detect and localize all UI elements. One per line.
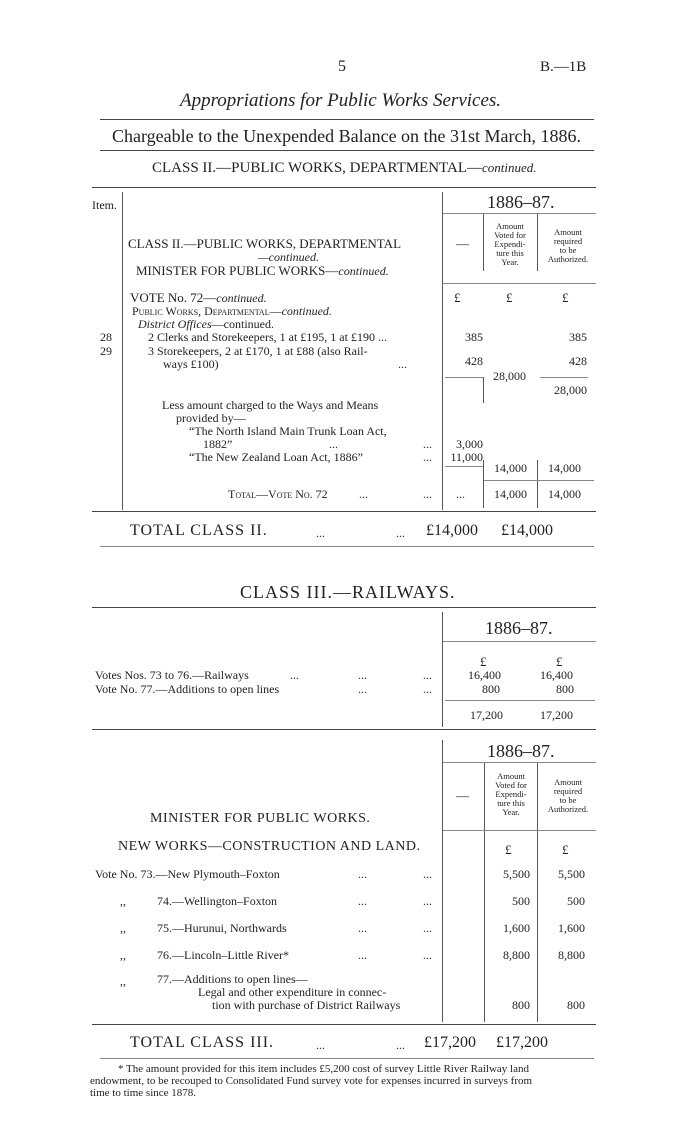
currency-symbol: £	[556, 654, 563, 669]
vote-item-required: 800	[567, 998, 585, 1012]
summary-vote: Vote No. 77.—Additions to open lines	[95, 682, 280, 696]
leaders: ...	[423, 921, 432, 935]
leaders: ...	[358, 894, 367, 908]
year-header: 1886–87.	[487, 741, 555, 761]
class3-heading: CLASS III.—RAILWAYS.	[240, 582, 456, 602]
page-number: 5	[338, 58, 346, 75]
item-header: Item.	[92, 198, 117, 212]
total-class3-voted: £17,200	[424, 1034, 476, 1051]
total-vote-voted: 14,000	[494, 487, 527, 501]
summary-required: 16,400	[540, 668, 573, 682]
loan-amount: 11,000	[450, 450, 483, 464]
summary-total-voted: 17,200	[470, 708, 503, 722]
vote-item-required: 500	[567, 894, 585, 908]
leaders: ...	[423, 682, 432, 696]
leaders: ...	[398, 357, 407, 371]
vote-item-voted: 8,800	[503, 948, 530, 962]
vote-item-required: 5,500	[558, 867, 585, 881]
vote-item-voted: 800	[512, 998, 530, 1012]
rule	[445, 466, 483, 467]
vote-item: 77.—Additions to open lines—	[157, 972, 308, 986]
item-required: 428	[569, 354, 587, 368]
item-amount: 428	[465, 354, 483, 368]
leaders: ...	[316, 526, 325, 540]
vote-item: 75.—Hurunui, Northwards	[157, 921, 287, 935]
rule	[445, 700, 595, 701]
leaders: ...	[423, 867, 432, 881]
page-subtitle: Chargeable to the Unexpended Balance on the 31st March, 1886.	[112, 126, 582, 146]
leaders: ...	[358, 867, 367, 881]
table-bottom-rule	[92, 1024, 596, 1025]
rule	[100, 150, 594, 151]
subtotal-required: 28,000	[554, 383, 587, 397]
summary-voted: 800	[482, 682, 500, 696]
rule	[484, 480, 594, 481]
leaders: ...	[358, 921, 367, 935]
total-class3-required: £17,200	[496, 1034, 548, 1051]
minister-label: MINISTER FOR PUBLIC WORKS.	[150, 811, 371, 826]
currency-symbol: £	[505, 842, 512, 857]
total-class2-voted: £14,000	[426, 522, 478, 539]
ditto-mark: ,,	[120, 894, 126, 908]
vote-item: 74.—Wellington–Foxton	[157, 894, 278, 908]
column-divider	[442, 740, 443, 1022]
column-divider	[537, 460, 538, 508]
currency-symbol: £	[506, 290, 513, 305]
rule	[443, 641, 596, 642]
col-voted-header: Amount Voted for Expendi- ture this Year.	[495, 771, 527, 817]
footnote-line: time to time since 1878.	[90, 1087, 197, 1099]
footnote-line: endowment, to be recouped to Consolidated Fund survey vote for expenses incurred in surveys from	[90, 1075, 533, 1087]
total-class3-label: TOTAL CLASS III.	[130, 1034, 275, 1051]
currency-symbol: £	[454, 290, 461, 305]
district-label: District Offices—continued.	[138, 317, 274, 331]
item-description-cont: ways £100)	[163, 357, 219, 371]
total-class2-required: £14,000	[501, 522, 553, 539]
ditto-mark: ,,	[120, 948, 126, 962]
column-divider	[122, 192, 123, 510]
less-text: Less amount charged to the Ways and Means	[162, 398, 379, 412]
vote-item: 76.—Lincoln–Little River*	[157, 948, 289, 962]
item-amount: 385	[465, 330, 483, 344]
less-text: “The New Zealand Loan Act, 1886”	[189, 450, 363, 464]
leaders: ...	[290, 668, 299, 682]
rule	[443, 830, 596, 831]
leaders: ...	[423, 948, 432, 962]
summary-required: 800	[556, 682, 574, 696]
year-header: 1886–87.	[487, 192, 555, 212]
vote-item-voted: 1,600	[503, 921, 530, 935]
dash: —	[456, 236, 469, 251]
vote-item-voted: 500	[512, 894, 530, 908]
leaders: ...	[329, 437, 338, 451]
rule	[92, 729, 596, 730]
class-label: CLASS II.—PUBLIC WORKS, DEPARTMENTAL	[128, 236, 402, 251]
col-required-header: Amount required to be Authorized.	[547, 227, 589, 264]
year-header: 1886–87.	[485, 618, 553, 638]
currency-symbol: £	[562, 842, 569, 857]
rule	[445, 377, 483, 378]
item-description: 3 Storekeepers, 2 at £170, 1 at £88 (also Rail-	[148, 344, 368, 358]
vote-item-required: 1,600	[558, 921, 585, 935]
leaders: ...	[423, 894, 432, 908]
new-works-label: NEW WORKS—CONSTRUCTION AND LAND.	[118, 839, 421, 854]
rule	[540, 377, 588, 378]
leaders: ...	[423, 668, 432, 682]
leaders: ...	[358, 948, 367, 962]
leaders: ...	[456, 487, 465, 501]
table-top-rule	[92, 187, 596, 188]
rule	[443, 762, 596, 763]
column-divider	[442, 612, 443, 727]
loan-amount: 3,000	[456, 437, 483, 451]
item-required: 385	[569, 330, 587, 344]
vote-item-voted: 5,500	[503, 867, 530, 881]
vote-item-detail: Legal and other expenditure in connec-	[198, 985, 387, 999]
leaders: ...	[423, 487, 432, 501]
leaders: ...	[396, 526, 405, 540]
column-divider	[483, 377, 484, 403]
table-top-rule	[92, 607, 596, 608]
class-label-cont: —continued.	[258, 250, 319, 264]
currency-symbol: £	[480, 654, 487, 669]
less-text: provided by—	[176, 411, 246, 425]
rule	[443, 213, 596, 214]
item-number: 29	[100, 344, 112, 358]
less-text: 1882”	[203, 437, 233, 451]
ditto-mark: ,,	[120, 974, 126, 988]
dash: —	[456, 788, 469, 803]
total-class2-label: TOTAL CLASS II.	[130, 522, 268, 539]
rule	[443, 283, 596, 284]
column-divider	[483, 460, 484, 508]
col-required-header: Amount required to be Authorized.	[547, 777, 589, 814]
vote-item: Vote No. 73.—New Plymouth–Foxton	[95, 867, 280, 881]
summary-total-required: 17,200	[540, 708, 573, 722]
leaders: ...	[396, 1038, 405, 1052]
footnote-line: * The amount provided for this item includes £5,200 cost of survey Little River Railway land	[118, 1063, 529, 1075]
minister-label: MINISTER FOR PUBLIC WORKS—continued.	[136, 263, 389, 278]
less-text: “The North Island Main Trunk Loan Act,	[189, 424, 387, 438]
summary-vote: Votes Nos. 73 to 76.—Railways	[95, 668, 249, 682]
currency-symbol: £	[562, 290, 569, 305]
class2-heading: CLASS II.—PUBLIC WORKS, DEPARTMENTAL—continued.	[152, 160, 537, 176]
summary-voted: 16,400	[468, 668, 501, 682]
total-vote-required: 14,000	[548, 487, 581, 501]
leaders: ...	[423, 450, 432, 464]
page-title: Appropriations for Public Works Services.	[180, 90, 502, 111]
vote-item-detail: tion with purchase of District Railways	[212, 998, 401, 1012]
item-description: 2 Clerks and Storekeepers, 1 at £195, 1 at £190 ...	[148, 330, 387, 344]
total-vote-label: Total—Vote No. 72	[228, 487, 328, 501]
rule	[100, 119, 594, 120]
leaders: ...	[358, 668, 367, 682]
vote-item-required: 8,800	[558, 948, 585, 962]
leaders: ...	[423, 437, 432, 451]
table-bottom-rule	[92, 511, 596, 512]
net-required: 14,000	[548, 461, 581, 475]
rule	[100, 1058, 594, 1059]
net-voted: 14,000	[494, 461, 527, 475]
col-voted-header: Amount Voted for Expendi- ture this Year.	[494, 221, 526, 267]
leaders: ...	[316, 1038, 325, 1052]
item-number: 28	[100, 330, 112, 344]
subtotal-voted: 28,000	[493, 369, 526, 383]
rule	[100, 546, 594, 547]
leaders: ...	[358, 682, 367, 696]
vote-label: VOTE No. 72—continued.	[130, 290, 267, 305]
leaders: ...	[359, 487, 368, 501]
document-reference: B.—1B	[540, 59, 587, 75]
ditto-mark: ,,	[120, 921, 126, 935]
department-label: Public Works, Departmental—continued.	[132, 304, 332, 318]
